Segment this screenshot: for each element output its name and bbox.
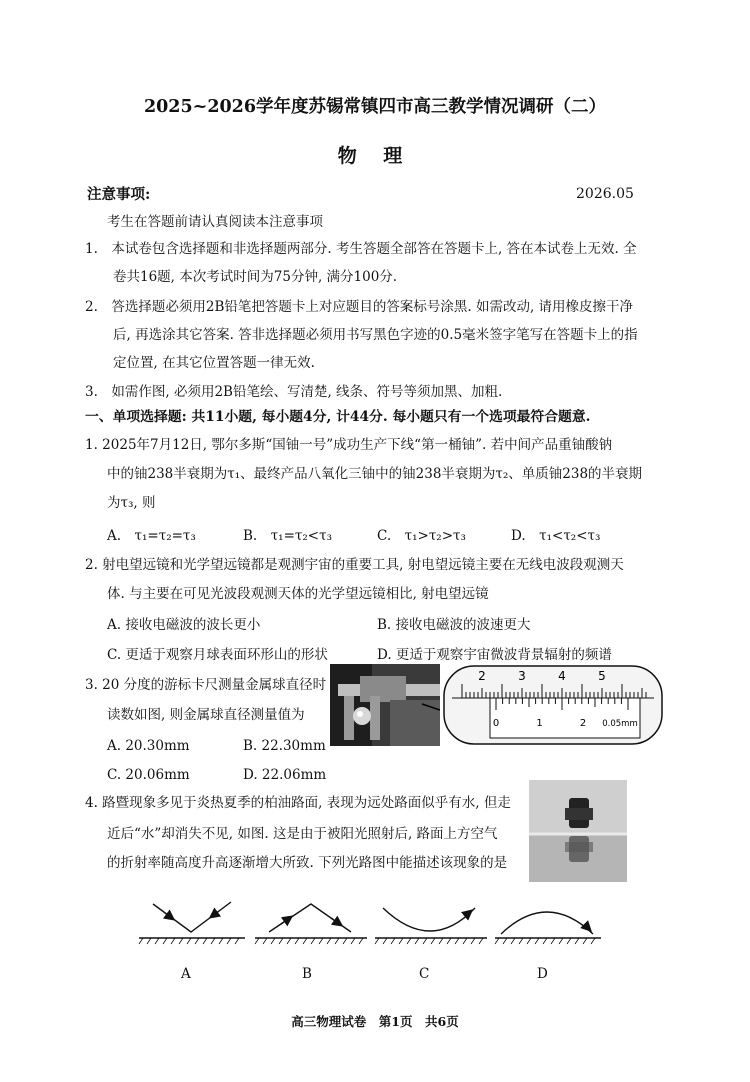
q4-line1: 4. 路暨现象多见于炎热夏季的柏油路面, 表现为远处路面似乎有水, 但走 <box>85 795 511 811</box>
main-scale-label: 5 <box>598 669 606 683</box>
q3-line1: 3. 20 分度的游标卡尺测量金属球直径时 <box>85 677 327 693</box>
q4-line2: 近后“水”却消失不见, 如图. 这是由于被阳光照射后, 路面上方空气 <box>107 826 498 842</box>
vernier-scale-diagram <box>442 664 664 746</box>
exam-date: 2026.05 <box>576 186 634 202</box>
vernier-label: 2 <box>579 718 587 729</box>
q3-option-b: B. 22.30mm <box>243 738 326 754</box>
q1-line2: 中的铀238半衰期为τ₁、最终产品八氧化三铀中的铀238半衰期为τ₂、单质铀238的半衰期 <box>107 466 643 482</box>
q1-option-a: A. τ₁=τ₂=τ₃ <box>107 528 196 544</box>
q2-option-a: A. 接收电磁波的波长更小 <box>107 617 261 633</box>
q3-option-d: D. 22.06mm <box>243 767 327 783</box>
q4-line3: 的折射率随高度升高逐渐增大所致. 下列光路图中能描述该现象的是 <box>107 855 508 871</box>
q1-option-c: C. τ₁>τ₂>τ₃ <box>377 528 466 544</box>
q1-option-b: B. τ₁=τ₂<τ₃ <box>243 528 332 544</box>
q3-option-c: C. 20.06mm <box>107 767 190 783</box>
mirage-photo <box>529 780 627 882</box>
light-path-svg <box>135 892 605 952</box>
diagram-c <box>375 908 487 944</box>
caliper-photo-drawing <box>330 664 440 746</box>
main-scale-label: 3 <box>518 669 526 683</box>
section1-heading: 一、单项选择题: 共11小题, 每小题4分, 计44分. 每小题只有一个选项最符合题意. <box>85 409 591 425</box>
vernier-label: 1 <box>536 718 543 729</box>
diagram-b <box>255 904 367 944</box>
light-path-diagrams <box>135 892 605 952</box>
page-footer: 高三物理试卷 第1页 共6页 <box>291 1014 459 1029</box>
notice-item-1-line1: 1. 本试卷包含选择题和非选择题两部分. 考生答题全部答在答题卡上, 答在本试卷上无效. 全 <box>85 241 637 257</box>
q1-line3: 为τ₃, 则 <box>107 495 156 511</box>
q1-option-d: D. τ₁<τ₂<τ₃ <box>511 528 601 544</box>
notice-item-2-line1: 2. 答选择题必须用2B铅笔把答题卡上对应题目的答案标号涂黑. 如需改动, 请用橡皮擦干净 <box>85 299 634 315</box>
subject-title: 物 理 <box>337 145 413 167</box>
main-scale-label: 4 <box>558 669 566 683</box>
notice-item-1-line2: 卷共16题, 本次考试时间为75分钟, 满分100分. <box>113 269 398 285</box>
mirage-photo-drawing <box>529 780 627 882</box>
diagram-a <box>139 902 245 944</box>
vernier-label: 0 <box>492 718 500 729</box>
notice-item-2-line3: 定位置, 在其它位置答题一律无效. <box>113 355 315 371</box>
q2-option-b: B. 接收电磁波的波速更大 <box>377 617 531 633</box>
notice-item-3-line1: 3. 如需作图, 必须用2B铅笔绘、写清楚, 线条、符号等须加黑、加粗. <box>85 384 503 400</box>
q2-option-c: C. 更适于观察月球表面环形山的形状 <box>107 647 328 663</box>
diagram-label-c: C <box>419 966 430 982</box>
q2-option-d: D. 更适于观察宇宙微波背景辐射的频谱 <box>377 647 612 663</box>
exam-title: 2025~2026学年度苏锡常镇四市高三教学情况调研（二） <box>143 97 607 117</box>
q3-line2: 读数如图, 则金属球直径测量值为 <box>107 707 305 723</box>
q2-line2: 体. 与主要在可见光波段观测天体的光学望远镜相比, 射电望远镜 <box>107 586 489 602</box>
diagram-label-a: A <box>181 966 191 982</box>
q2-line1: 2. 射电望远镜和光学望远镜都是观测宇宙的重要工具, 射电望远镜主要在无线电波段观测天 <box>85 557 624 573</box>
q1-line1: 1. 2025年7月12日, 鄂尔多斯“国铀一号”成功生产下线“第一桶铀”. 若中间产品重铀酸钠 <box>85 437 613 453</box>
caliper-photo <box>330 664 440 746</box>
vernier-precision-label: 0.05mm <box>602 719 638 729</box>
notice-intro: 考生在答题前请认真阅读本注意事项 <box>107 214 323 230</box>
main-scale-label: 2 <box>478 669 486 683</box>
diagram-d <box>495 912 601 944</box>
diagram-label-b: B <box>302 966 312 982</box>
q3-option-a: A. 20.30mm <box>107 738 190 754</box>
notice-item-2-line2: 后, 再选涂其它答案. 答非选择题必须用书写黑色字迹的0.5毫米签字笔写在答题卡上的指 <box>113 327 638 343</box>
notice-heading: 注意事项: <box>87 186 151 203</box>
vernier-scale-svg <box>442 664 664 746</box>
diagram-label-d: D <box>537 966 548 982</box>
